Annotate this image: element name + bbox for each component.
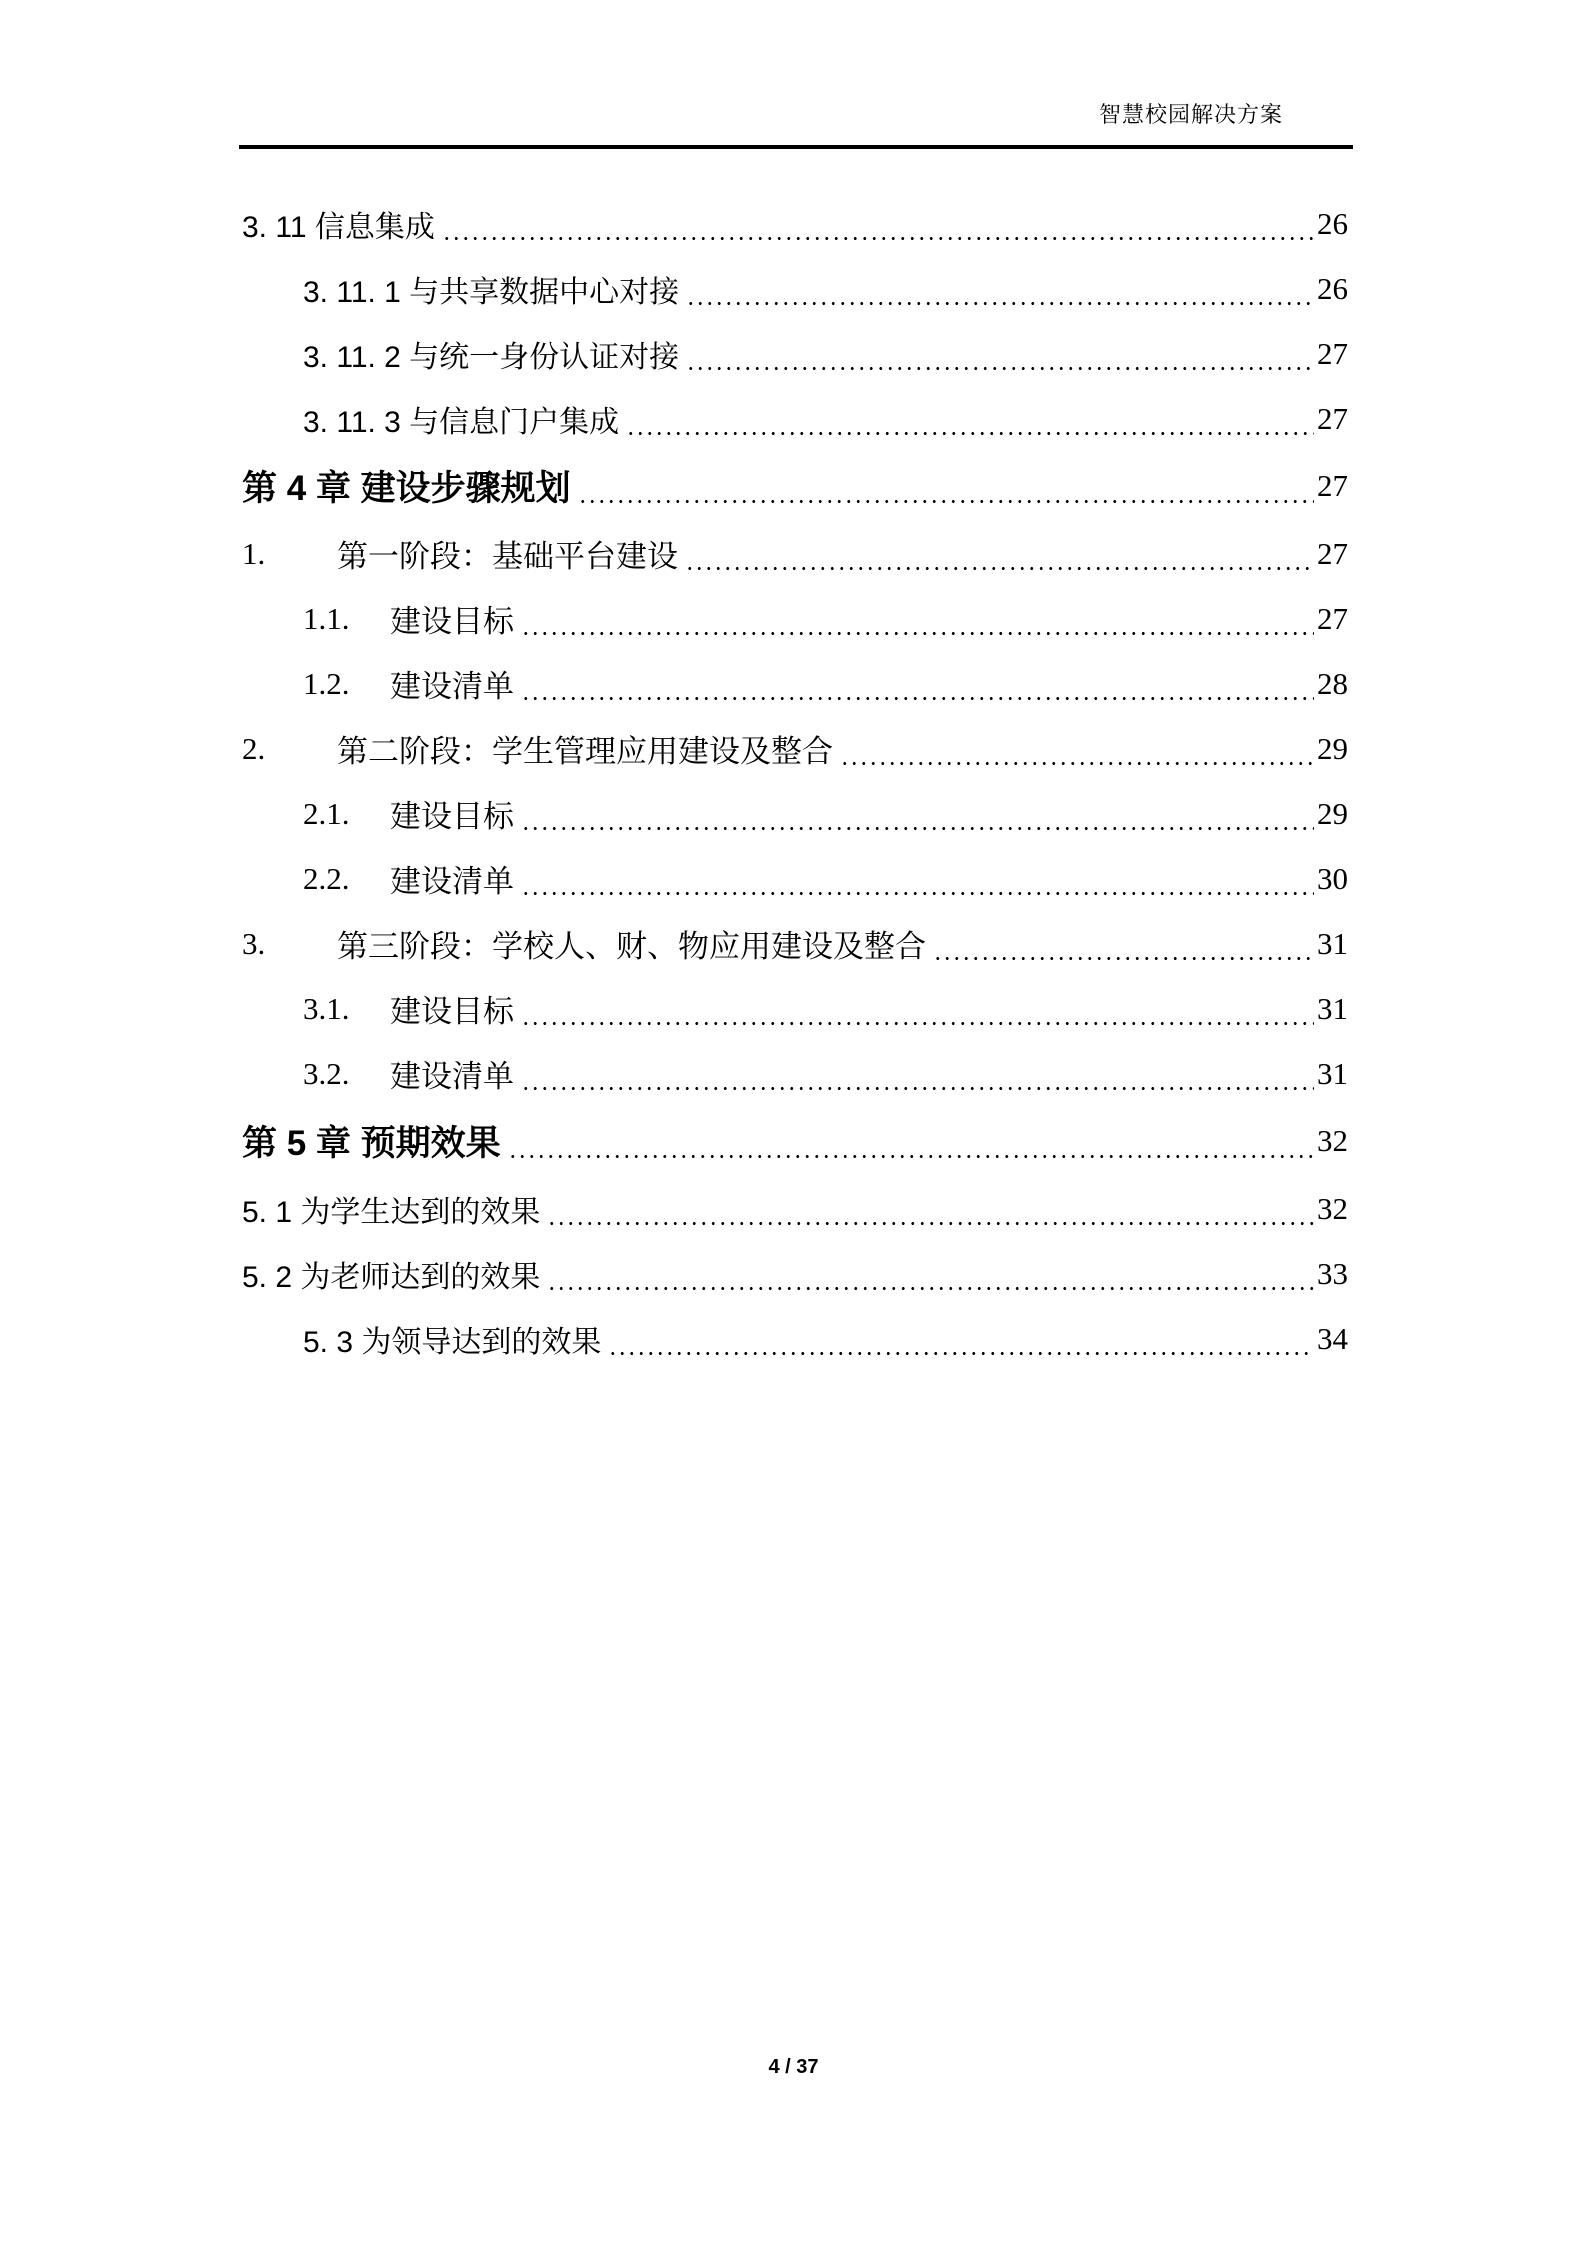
toc-entry-label: 建设清单 [390, 864, 514, 899]
toc-entry-number: 2. [242, 730, 266, 766]
toc-entry[interactable] [242, 716, 1348, 781]
page-footer [0, 2053, 1587, 2081]
toc-entry[interactable] [242, 651, 1348, 716]
dot-leader [547, 1221, 1314, 1226]
dot-leader [442, 236, 1314, 241]
toc-entry-label: 建设清单 [390, 669, 514, 704]
toc-entry[interactable] [242, 451, 1348, 521]
toc-entry-number: 1.1. [303, 600, 350, 636]
toc-entry-page: 26 [1317, 205, 1348, 241]
toc-list [242, 191, 1348, 1371]
toc-entry-page: 27 [1317, 468, 1348, 503]
toc-entry-label: 第二阶段：学生管理应用建设及整合 [337, 734, 833, 769]
toc-entry[interactable] [242, 1041, 1348, 1106]
toc-entry-label: 建设目标 [390, 604, 514, 639]
toc-entry-page: 29 [1317, 730, 1348, 766]
dot-leader [685, 566, 1314, 571]
toc-entry[interactable] [242, 846, 1348, 911]
toc-entry[interactable] [242, 521, 1348, 586]
dot-leader [521, 1021, 1314, 1026]
dot-leader [508, 1154, 1314, 1159]
dot-leader [578, 499, 1314, 504]
dot-leader [608, 1351, 1314, 1356]
dot-leader [626, 431, 1314, 436]
dot-leader [840, 761, 1314, 766]
toc-entry[interactable] [242, 976, 1348, 1041]
toc-entry[interactable] [242, 1106, 1348, 1176]
toc-entry-label: 建设目标 [390, 994, 514, 1029]
toc-entry[interactable] [242, 586, 1348, 651]
dot-leader [521, 826, 1314, 831]
toc-entry-label: 第一阶段：基础平台建设 [337, 539, 678, 574]
toc-entry-page: 30 [1317, 860, 1348, 896]
dot-leader [521, 631, 1314, 636]
toc-entry-label: 3. 11. 1 与共享数据中心对接 [303, 275, 680, 309]
toc-entry-number: 2.2. [303, 860, 350, 896]
toc-entry[interactable] [242, 1306, 1348, 1371]
toc-entry-label: 建设清单 [390, 1059, 514, 1094]
toc-entry-page: 31 [1317, 990, 1348, 1026]
dot-leader [547, 1286, 1314, 1291]
toc-entry-label: 第 5 章 预期效果 [242, 1124, 501, 1163]
toc-entry-page: 32 [1317, 1123, 1348, 1158]
toc-entry-number: 3. [242, 925, 266, 961]
toc-entry-number: 3.1. [303, 990, 350, 1026]
page-header [239, 0, 1353, 149]
toc-entry-number: 1. [242, 535, 266, 571]
dot-leader [686, 301, 1314, 306]
dot-leader [521, 1086, 1314, 1091]
toc-entry-label: 3. 11. 2 与统一身份认证对接 [303, 340, 680, 374]
toc-entry-label: 5. 2 为老师达到的效果 [242, 1260, 541, 1294]
header-title: 智慧校园解决方案 [1098, 102, 1283, 127]
toc-entry[interactable] [242, 256, 1348, 321]
dot-leader [521, 696, 1314, 701]
toc-entry-page: 31 [1317, 1055, 1348, 1091]
toc-entry-page: 33 [1317, 1255, 1348, 1291]
toc-entry[interactable] [242, 1241, 1348, 1306]
toc-entry-label: 第三阶段：学校人、财、物应用建设及整合 [337, 929, 926, 964]
toc-entry-page: 32 [1317, 1190, 1348, 1226]
toc-entry-label: 5. 3 为领导达到的效果 [303, 1325, 602, 1359]
page-number-label: 4 / 37 [768, 2056, 819, 2078]
toc-entry[interactable] [242, 781, 1348, 846]
toc-entry[interactable] [242, 191, 1348, 256]
toc-entry-page: 28 [1317, 665, 1348, 701]
header-divider [239, 145, 1353, 149]
toc-entry-label: 第 4 章 建设步骤规划 [242, 469, 571, 508]
toc-entry[interactable] [242, 386, 1348, 451]
toc-entry-label: 3. 11 信息集成 [242, 210, 435, 244]
dot-leader [686, 366, 1314, 371]
dot-leader [933, 956, 1314, 961]
toc-entry-label: 3. 11. 3 与信息门户集成 [303, 405, 620, 439]
toc-entry-page: 27 [1317, 400, 1348, 436]
toc-entry-number: 2.1. [303, 795, 350, 831]
toc-entry-page: 27 [1317, 535, 1348, 571]
toc-entry-label: 建设目标 [390, 799, 514, 834]
toc-entry-number: 3.2. [303, 1055, 350, 1091]
toc-entry[interactable] [242, 321, 1348, 386]
toc-entry-page: 27 [1317, 335, 1348, 371]
toc-entry-number: 1.2. [303, 665, 350, 701]
dot-leader [521, 891, 1314, 896]
toc-entry-page: 31 [1317, 925, 1348, 961]
toc-entry-label: 5. 1 为学生达到的效果 [242, 1195, 541, 1229]
toc-entry-page: 27 [1317, 600, 1348, 636]
toc-entry-page: 26 [1317, 270, 1348, 306]
toc-entry-page: 29 [1317, 795, 1348, 831]
toc-entry-page: 34 [1317, 1320, 1348, 1356]
toc-entry[interactable] [242, 911, 1348, 976]
toc-entry[interactable] [242, 1176, 1348, 1241]
